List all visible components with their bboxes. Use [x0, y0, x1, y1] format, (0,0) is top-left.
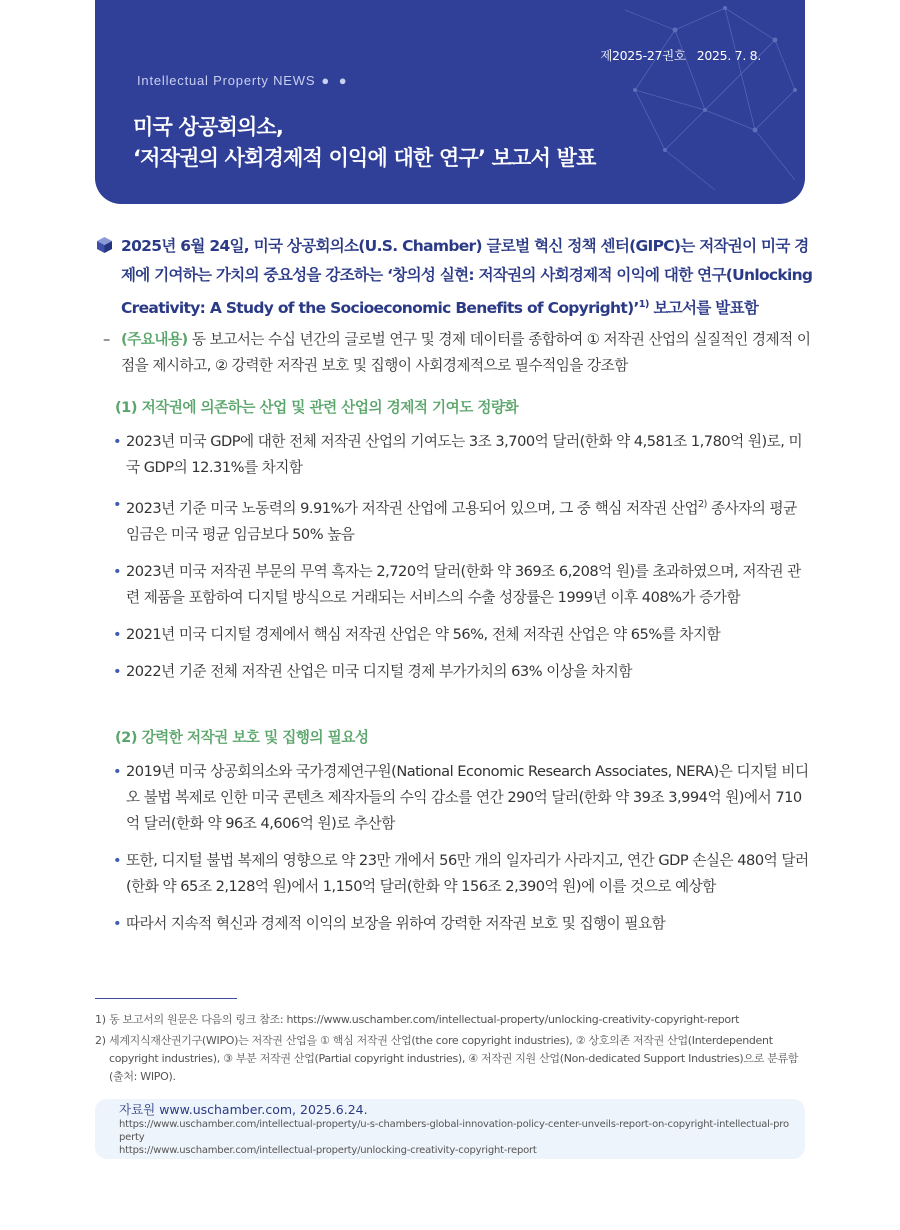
bullet-dot: •: [113, 496, 122, 513]
list-item-text: 따라서 지속적 혁신과 경제적 이익의 보장을 위하여 강력한 저작권 보호 및 집행이 필요함: [126, 915, 666, 932]
list-item: [113, 759, 813, 837]
source-box: [95, 1099, 805, 1159]
footnote-number: 2): [95, 1034, 106, 1047]
list-item: [113, 559, 813, 611]
section-2-heading: (2) 강력한 저작권 보호 및 집행의 필요성: [115, 729, 369, 746]
list-item-text-end: 종사자의 평균 임금은 미국 평균 임금보다 50% 높음: [126, 499, 797, 543]
list-item-text: 2022년 기준 전체 저작권 산업은 미국 디지털 경제 부가가치의 63% 이상을 차지함: [126, 662, 632, 680]
list-item: [113, 622, 813, 648]
bullet-dot: •: [113, 433, 122, 450]
bullet-dot: •: [113, 625, 122, 643]
footnote-number: 1): [95, 1013, 106, 1026]
issue-number: 제2025-27권호: [600, 48, 686, 63]
section-1-heading: (1) 저작권에 의존하는 산업 및 관련 산업의 경제적 기여도 정량화: [115, 399, 519, 416]
title-line-1: 미국 상공회의소,: [133, 115, 284, 139]
footnote-1: [95, 1011, 807, 1029]
source-link-1[interactable]: https://www.uschamber.com/intellectual-property/u-s-chambers-global-innovation-policy-center-unveils-report-on-copyright-intellectual-property: [119, 1119, 789, 1143]
source-link-2[interactable]: https://www.uschamber.com/intellectual-property/unlocking-creativity-copyright-report: [119, 1145, 537, 1156]
title-line-2: ‘저작권의 사회경제적 이익에 대한 연구’ 보고서 발표: [133, 146, 596, 170]
summary-paragraph: [103, 327, 815, 379]
footnote-ref-2[interactable]: 2): [698, 499, 707, 510]
footnote-text: 동 보고서의 원문은 다음의 링크 참조: https://www.uschamber.com/intellectual-property/unlocking-creativity-copyright-report: [109, 1013, 740, 1026]
list-item-text: 또한, 디지털 불법 복제의 영향으로 약 23만 개에서 56만 개의 일자리가 사라지고, 연간 GDP 손실은 480억 달러(한화 약 65조 2,128억 원)에서 1,150억 달러(한화 약 156조 2,390억 원)에 이를 것으로 예상함: [126, 852, 809, 895]
bullet-dot: •: [113, 852, 122, 869]
list-item-text: 2021년 미국 디지털 경제에서 핵심 저작권 산업은 약 56%, 전체 저작권 산업은 약 65%를 차지함: [126, 625, 721, 643]
newsletter-series: [137, 73, 350, 88]
list-item-text: 2023년 기준 미국 노동력의 9.91%가 저작권 산업에 고용되어 있으며, 그 중 핵심 저작권 산업: [126, 499, 699, 517]
footnote-ref-1[interactable]: 1): [638, 299, 649, 310]
footnote-divider: [95, 998, 237, 999]
list-item-text: 2023년 미국 저작권 부문의 무역 흑자는 2,720억 달러(한화 약 369조 6,208억 원)를 초과하였으며, 저작권 관련 제품을 포함하여 디지털 방식으로 거래되는 서비스의 수출 성장률은 1999년 이후 408%가 증가함: [126, 562, 801, 606]
series-dots: ● ●: [321, 73, 350, 88]
dash-marker: –: [103, 331, 110, 348]
bullet-dot: •: [113, 763, 122, 780]
bullet-dot: •: [113, 662, 122, 680]
lead-paragraph: [97, 232, 817, 323]
footnote-text: 세계지식재산권기구(WIPO)는 저작권 산업을 ① 핵심 저작권 산업(the core copyright industries), ② 상호의존 저작권 산업(Interdependent copyright industries), ③ 부분 저작권 산업(Partial copyright industries), ④ 저작권 지원 산업(Non-dedicated Support Industries)으로 분류함(출처: WIPO).: [109, 1034, 799, 1083]
bullet-dot: •: [113, 562, 122, 580]
footnotes: [95, 1011, 807, 1089]
list-item: [113, 429, 813, 481]
issue-info: [600, 46, 761, 64]
section-2-list: [113, 759, 813, 937]
source-links: [119, 1118, 789, 1157]
list-item: [113, 848, 813, 900]
header-banner: [95, 0, 805, 204]
list-item-text: 2023년 미국 GDP에 대한 전체 저작권 산업의 기여도는 3조 3,700억 달러(한화 약 4,581조 1,780억 원)로, 미국 GDP의 12.31%를 차지함: [126, 433, 803, 476]
list-item: [113, 911, 813, 937]
summary-text: 동 보고서는 수십 년간의 글로벌 연구 및 경제 데이터를 종합하여 ① 저작권 산업의 실질적인 경제적 이점을 제시하고, ② 강력한 저작권 보호 및 집행이 사회경제적으로 필수적임을 강조함: [121, 331, 811, 374]
network-pattern-graphic: [605, 0, 805, 204]
bullet-dot: •: [113, 915, 122, 932]
summary-label: (주요내용): [121, 331, 188, 348]
cube-bullet-icon: [97, 237, 112, 253]
page-title: [133, 112, 596, 174]
issue-date: 2025. 7. 8.: [696, 48, 761, 63]
lead-text: 2025년 6월 24일, 미국 상공회의소(U.S. Chamber) 글로벌 혁신 정책 센터(GIPC)는 저작권이 미국 경제에 기여하는 가치의 중요성을 강조하는 ‘창의성 실현: 저작권의 사회경제적 이익에 대한 연구(Unlocking Creativity: A Study of the Socioeconomic Benefits of Copyright)’: [121, 237, 813, 318]
list-item-text: 2019년 미국 상공회의소와 국가경제연구원(National Economic Research Associates, NERA)은 디지털 비디오 불법 복제로 인한 미국 콘텐츠 제작자들의 수익 감소를 연간 290억 달러(한화 약 39조 3,994억 원)에서 710억 달러(한화 약 96조 4,606억 원)로 추산함: [126, 763, 809, 832]
series-name: Intellectual Property NEWS: [137, 73, 316, 88]
lead-text-end: 보고서를 발표함: [648, 299, 759, 318]
section-1-list: [113, 429, 813, 685]
list-item: [113, 659, 813, 685]
list-item: [113, 492, 813, 548]
source-title: 자료원 www.uschamber.com, 2025.6.24.: [119, 1102, 368, 1117]
footnote-2: [95, 1032, 807, 1086]
